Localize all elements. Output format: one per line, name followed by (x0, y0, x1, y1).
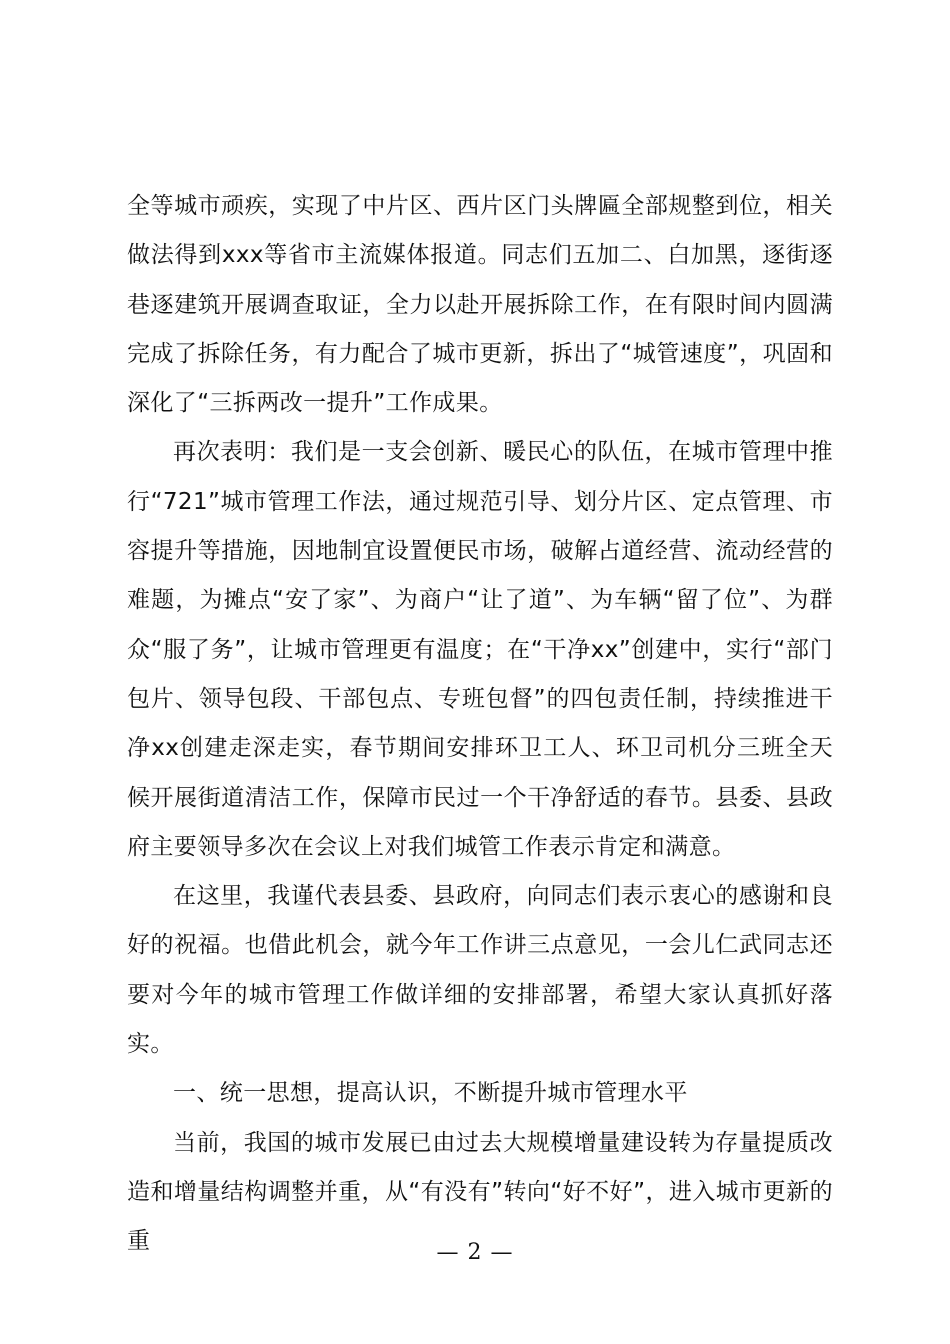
paragraph-4: 当前，我国的城市发展已由过去大规模增量建设转为存量提质改造和增量结构调整并重，从“有没有”转向“好不好”，进入城市更新的重 (127, 1129, 833, 1255)
paragraph-1: 全等城市顽疾，实现了中片区、西片区门头牌匾全部规整到位，相关做法得到xxx等省市主流媒体报道。同志们五加二、白加黑，逐街逐巷逐建筑开展调查取证，全力以赴开展拆除工作，在有限时间内圆满完成了拆除任务，有力配合了城市更新，拆出了“城管速度”，巩固和深化了“三拆两改一提升”工作成果。 (127, 193, 833, 417)
paragraph-3: 在这里，我谨代表县委、县政府，向同志们表示衷心的感谢和良好的祝福。也借此机会，就今年工作讲三点意见，一会儿仁武同志还要对今年的城市管理工作做详细的安排部署，希望大家认真抓好落实。 (127, 883, 833, 1058)
document-body (127, 182, 833, 1267)
paragraph-2: 再次表明：我们是一支会创新、暖民心的队伍，在城市管理中推行“721”城市管理工作法，通过规范引导、划分片区、定点管理、市容提升等措施，因地制宜设置便民市场，破解占道经营、流动经营的难题，为摊点“安了家”、为商户“让了道”、为车辆“留了位”、为群众“服了务”，让城市管理更有温度；在“干净xx”创建中，实行“部门包片、领导包段、干部包点、专班包督”的四包责任制，持续推进干净xx创建走深走实，春节期间安排环卫工人、环卫司机分三班全天候开展街道清洁工作，保障市民过一个干净舒适的春节。县委、县政府主要领导多次在会议上对我们城管工作表示肯定和满意。 (127, 439, 833, 860)
page-number: — 2 — (436, 1240, 514, 1265)
section-heading-1: 一、统一思想，提高认识，不断提升城市管理水平 (173, 1080, 688, 1107)
